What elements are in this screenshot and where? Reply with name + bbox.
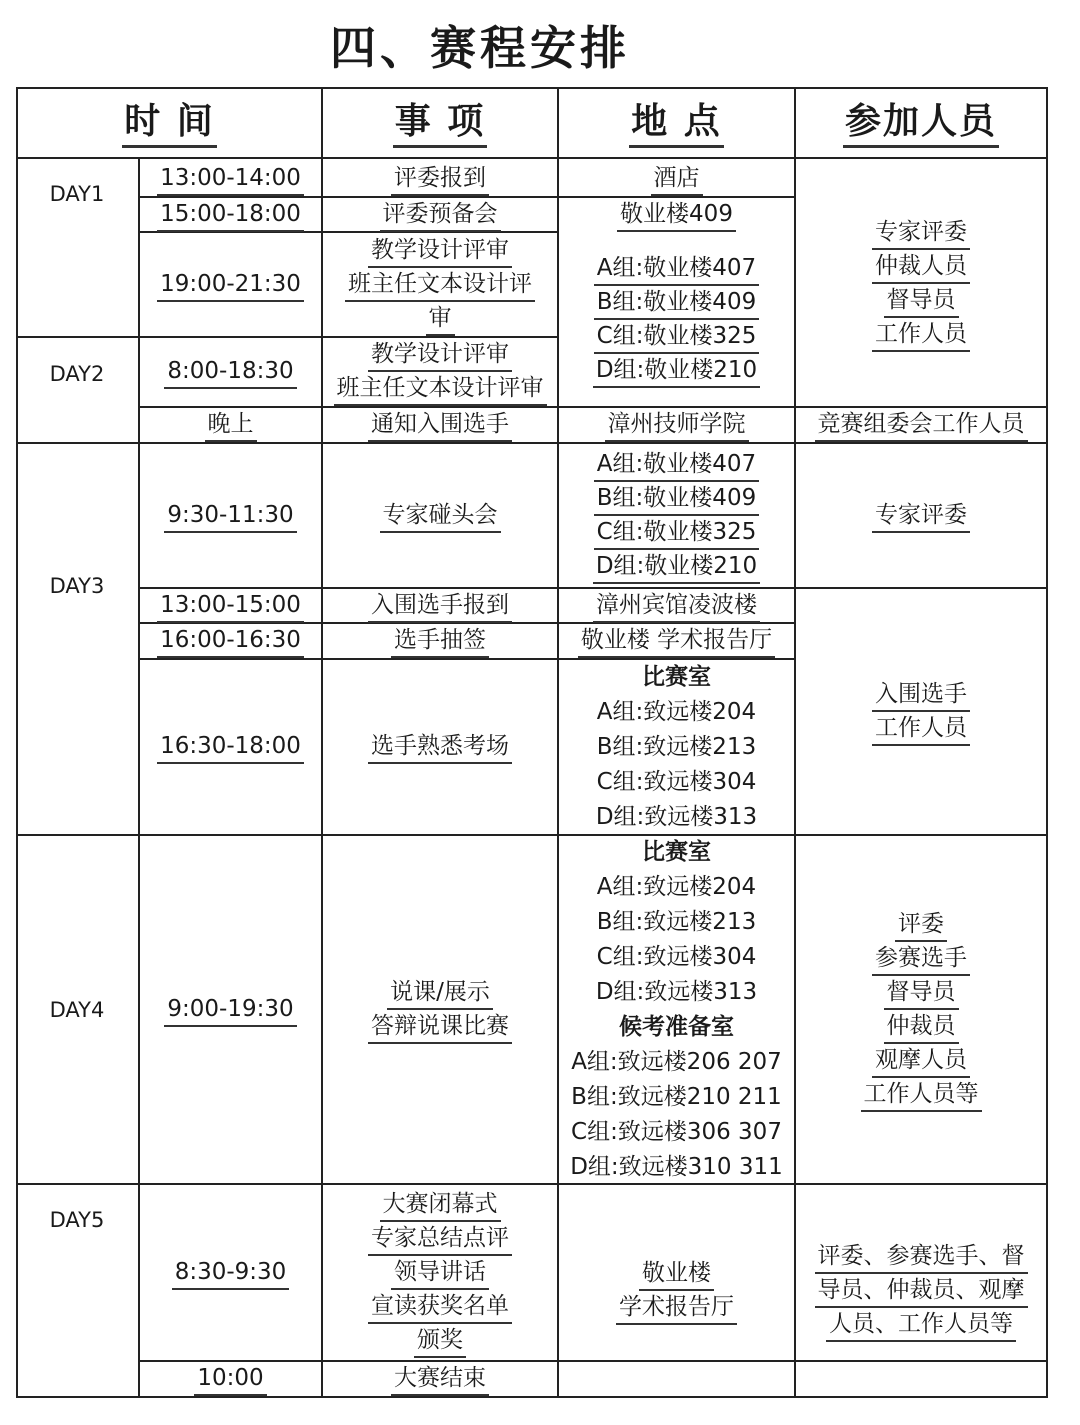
time-cell: 9:00-19:30 bbox=[140, 836, 321, 1183]
people-cell: 评委、参赛选手、督 导员、仲裁员、观摩 人员、工作人员等 bbox=[796, 1185, 1046, 1396]
place-cell: 比赛室 A组:致远楼204 B组:致远楼213 C组:致远楼304 D组:致远楼313 bbox=[595, 663, 758, 830]
time-cell: 13:00-15:00 bbox=[140, 589, 321, 622]
place-cell: 比赛室 A组:致远楼204 B组:致远楼213 C组:致远楼304 D组:致远楼313 候考准备室 A组:致远楼206 207 B组:致远楼210 211 C组:致远楼306 307 D组:致远楼310 311 bbox=[570, 838, 783, 1180]
place-cell: 漳州技师学院 bbox=[559, 408, 794, 442]
time-cell: 16:30-18:00 bbox=[140, 660, 321, 834]
people-cell: 竞赛组委会工作人员 bbox=[796, 408, 1046, 442]
header-item: 事 项 bbox=[323, 89, 557, 157]
day-label: DAY3 bbox=[49, 574, 105, 598]
time-cell: 9:30-11:30 bbox=[140, 444, 321, 587]
item-cell: 入围选手报到 bbox=[323, 589, 557, 622]
people-cell: 评委 参赛选手 督导员 仲裁员 观摩人员 工作人员等 bbox=[796, 836, 1046, 1183]
item-cell: 教学设计评审 班主任文本设计评 审 bbox=[323, 233, 557, 336]
time-cell: 16:00-16:30 bbox=[140, 624, 321, 658]
day-label: DAY5 bbox=[49, 1208, 105, 1232]
place-cell: 敬业楼 学术报告厅 bbox=[559, 624, 794, 658]
item-cell: 大赛结束 bbox=[323, 1362, 557, 1396]
time-cell: 8:30-9:30 bbox=[140, 1185, 321, 1360]
header-place: 地 点 bbox=[559, 89, 794, 157]
item-cell: 评委报到 bbox=[323, 162, 557, 196]
time-cell: 15:00-18:00 bbox=[140, 198, 321, 231]
item-cell: 通知入围选手 bbox=[323, 408, 557, 442]
item-cell: 教学设计评审 班主任文本设计评审 bbox=[323, 338, 557, 406]
item-cell: 选手抽签 bbox=[323, 624, 557, 658]
people-cell: 专家评委 bbox=[796, 444, 1046, 587]
time-cell: 19:00-21:30 bbox=[140, 233, 321, 336]
time-cell: 13:00-14:00 bbox=[140, 162, 321, 196]
day-label: DAY1 bbox=[49, 182, 105, 206]
time-cell: 8:00-18:30 bbox=[140, 338, 321, 406]
time-cell: 10:00 bbox=[140, 1362, 321, 1396]
place-cell: A组:敬业楼407 B组:敬业楼409 C组:敬业楼325 D组:敬业楼210 bbox=[559, 233, 794, 406]
day-label: DAY2 bbox=[49, 362, 105, 386]
people-cell: 专家评委 仲裁人员 督导员 工作人员 bbox=[796, 162, 1046, 406]
place-cell: 敬业楼409 bbox=[559, 198, 794, 231]
time-cell: 晚上 bbox=[140, 408, 321, 442]
item-cell: 说课/展示 答辩说课比赛 bbox=[323, 836, 557, 1183]
people-cell: 入围选手 工作人员 bbox=[796, 589, 1046, 834]
header-people: 参加人员 bbox=[796, 89, 1046, 157]
place-cell: A组:敬业楼407 B组:敬业楼409 C组:敬业楼325 D组:敬业楼210 bbox=[559, 444, 794, 587]
item-cell: 专家碰头会 bbox=[323, 444, 557, 587]
item-cell: 选手熟悉考场 bbox=[323, 660, 557, 834]
place-cell: 酒店 bbox=[559, 162, 794, 196]
header-time: 时 间 bbox=[18, 89, 321, 157]
page-title: 四、赛程安排 bbox=[330, 21, 630, 75]
place-cell: 敬业楼 学术报告厅 bbox=[559, 1185, 794, 1396]
item-cell: 评委预备会 bbox=[323, 198, 557, 231]
day-label: DAY4 bbox=[49, 998, 105, 1022]
item-cell: 大赛闭幕式 专家总结点评 领导讲话 宣读获奖名单 颁奖 bbox=[323, 1185, 557, 1360]
place-cell: 漳州宾馆凌波楼 bbox=[559, 589, 794, 622]
